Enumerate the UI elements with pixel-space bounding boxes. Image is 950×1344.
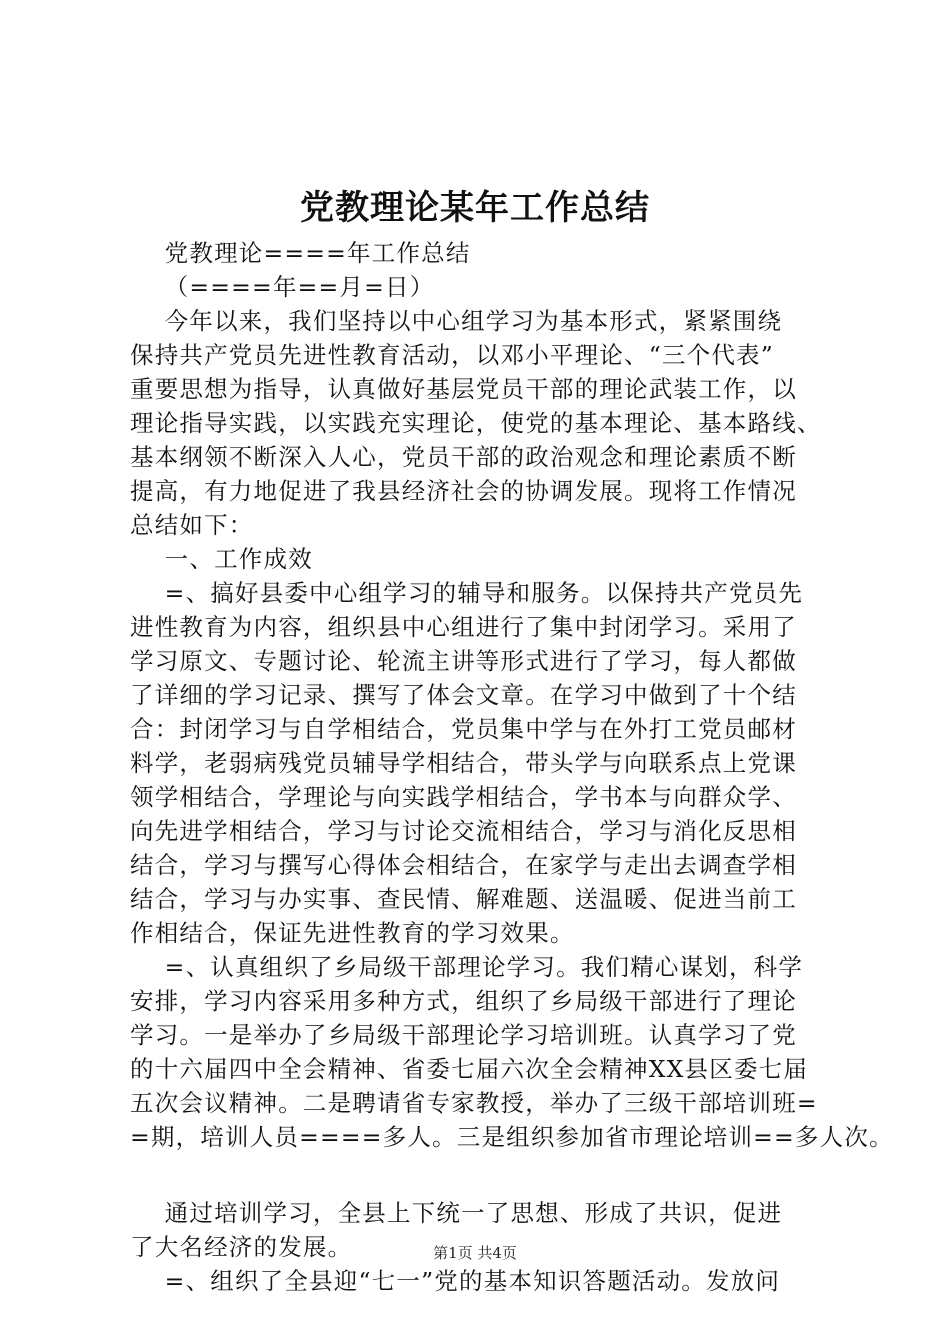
text-line: 今年以来，我们坚持以中心组学习为基本形式，紧紧围绕 [130, 307, 783, 335]
page-footer: 第1页 共4页 [433, 1244, 517, 1262]
text-line: 学习。一是举办了乡局级干部理论学习培训班。认真学习了党 [130, 1021, 797, 1049]
text-line: 作相结合，保证先进性教育的学习效果。 [130, 919, 575, 947]
text-line: 结合，学习与办实事、查民情、解难题、送温暖、促进当前工 [130, 885, 797, 913]
text-line: 了大名经济的发展。 [130, 1233, 353, 1261]
text-line: 总结如下： [130, 511, 254, 539]
text-line: =、认真组织了乡局级干部理论学习。我们精心谋划，科学 [130, 953, 804, 981]
text-line: =、组织了全县迎“七一”党的基本知识答题活动。发放问 [130, 1267, 781, 1295]
text-line: 领学相结合，学理论与向实践学相结合，学书本与向群众学、 [130, 783, 797, 811]
text-line: 合：封闭学习与自学相结合，党员集中学与在外打工党员邮材 [130, 715, 797, 743]
text-line: 重要思想为指导，认真做好基层党员干部的理论武装工作，以 [130, 375, 797, 403]
text-line: 进性教育为内容，组织县中心组进行了集中封闭学习。采用了 [130, 613, 797, 641]
text-line: =、搞好县委中心组学习的辅导和服务。以保持共产党员先 [130, 579, 804, 607]
text-line: 五次会议精神。二是聘请省专家教授，举办了三级干部培训班= [130, 1089, 818, 1117]
text-line: 基本纲领不断深入人心，党员干部的政治观念和理论素质不断 [130, 443, 797, 471]
text-line: 的十六届四中全会精神、省委七届六次全会精神XX县区委七届 [130, 1055, 809, 1083]
text-line: 党教理论====年工作总结 [130, 239, 471, 267]
text-line: 向先进学相结合，学习与讨论交流相结合，学习与消化反思相 [130, 817, 797, 845]
body-section-1 [130, 236, 894, 1154]
text-line: 学习原文、专题讨论、轮流主讲等形式进行了学习，每人都做 [130, 647, 797, 675]
text-line: 安排，学习内容采用多种方式，组织了乡局级干部进行了理论 [130, 987, 797, 1015]
text-line: 了详细的学习记录、撰写了体会文章。在学习中做到了十个结 [130, 681, 797, 709]
paragraph-gap [130, 1154, 830, 1196]
text-line: 理论指导实践，以实践充实理论，使党的基本理论、基本路线、 [130, 409, 822, 437]
text-line: 提高，有力地促进了我县经济社会的协调发展。现将工作情况 [130, 477, 797, 505]
document-body [130, 236, 894, 1298]
document-title: 党教理论某年工作总结 [300, 188, 650, 228]
text-line: 结合，学习与撰写心得体会相结合，在家学与走出去调查学相 [130, 851, 797, 879]
text-line: =期，培训人员====多人。三是组织参加省市理论培训==多人次。 [130, 1123, 894, 1151]
text-line: 料学，老弱病残党员辅导学相结合，带头学与向联系点上党课 [130, 749, 797, 777]
text-line: 通过培训学习，全县上下统一了思想、形成了共识，促进 [130, 1199, 783, 1227]
text-line: 一、工作成效 [130, 545, 313, 573]
text-line: （====年==月=日） [130, 273, 435, 301]
text-line: 保持共产党员先进性教育活动，以邓小平理论、“三个代表” [130, 341, 774, 369]
